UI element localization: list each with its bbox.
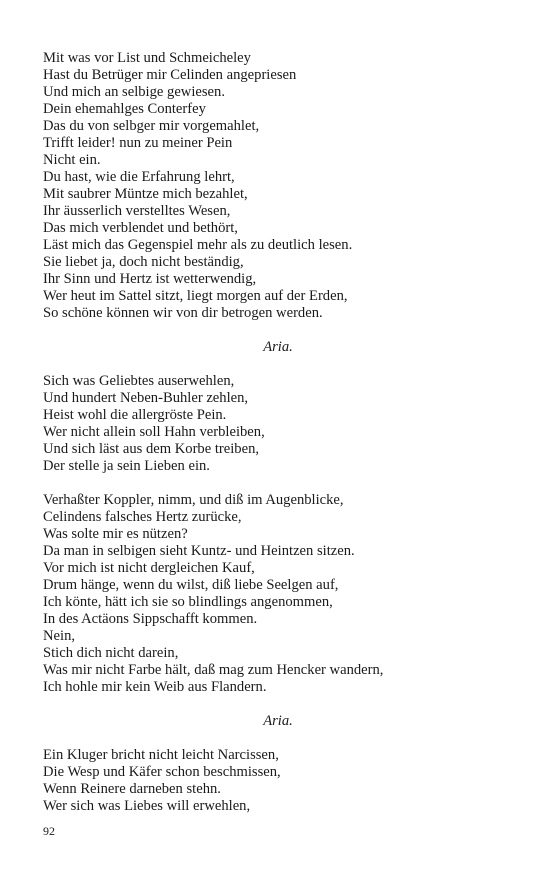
- verse-line: Mit was vor List und Schmeicheley: [43, 50, 251, 66]
- recitative-stanza-1: [43, 50, 513, 322]
- aria-stanza-2: [43, 747, 513, 815]
- verse-line: So schöne können wir von dir betrogen werden.: [43, 305, 323, 321]
- aria-heading-2: Aria.: [263, 713, 293, 729]
- verse-line: Da man in selbigen sieht Kuntz- und Heintzen sitzen.: [43, 543, 355, 559]
- verse-line: In des Actäons Sippschafft kommen.: [43, 611, 258, 627]
- verse-line: Wer sich was Liebes will erwehlen,: [43, 798, 251, 814]
- verse-line: Drum hänge, wenn du wilst, diß liebe Seelgen auf,: [43, 577, 339, 593]
- verse-line: Und mich an selbige gewiesen.: [43, 84, 225, 100]
- verse-line: Ich hohle mir kein Weib aus Flandern.: [43, 679, 267, 695]
- verse-line: Das mich verblendet und bethört,: [43, 220, 238, 236]
- verse-line: Und sich läst aus dem Korbe treiben,: [43, 441, 260, 457]
- stanza-gap: [43, 475, 513, 492]
- verse-line: Sich was Geliebtes auserwehlen,: [43, 373, 235, 389]
- verse-line: Ich könte, hätt ich sie so blindlings angenommen,: [43, 594, 333, 610]
- verse-line: Ihr Sinn und Hertz ist wetterwendig,: [43, 271, 257, 287]
- page-body: [43, 50, 513, 815]
- verse-line: Und hundert Neben-Buhler zehlen,: [43, 390, 249, 406]
- verse-line: Was solte mir es nützen?: [43, 526, 188, 542]
- verse-line: Der stelle ja sein Lieben ein.: [43, 458, 210, 474]
- verse-line: Vor mich ist nicht dergleichen Kauf,: [43, 560, 255, 576]
- page-number: 92: [43, 824, 55, 838]
- verse-line: Verhaßter Koppler, nimm, und diß im Augenblicke,: [43, 492, 344, 508]
- verse-line: Hast du Betrüger mir Celinden angepriesen: [43, 67, 297, 83]
- stanza-gap: [43, 322, 513, 339]
- verse-line: Du hast, wie die Erfahrung lehrt,: [43, 169, 235, 185]
- verse-line: Das du von selbger mir vorgemahlet,: [43, 118, 260, 134]
- verse-line: Sie liebet ja, doch nicht beständig,: [43, 254, 244, 270]
- verse-line: Stich dich nicht darein,: [43, 645, 179, 661]
- verse-line: Ein Kluger bricht nicht leicht Narcissen,: [43, 747, 279, 763]
- aria-heading-1: Aria.: [263, 339, 293, 355]
- verse-line: Heist wohl die allergröste Pein.: [43, 407, 227, 423]
- verse-line: Nein,: [43, 628, 76, 644]
- verse-line: Dein ehemahlges Conterfey: [43, 101, 206, 117]
- verse-line: Trifft leider! nun zu meiner Pein: [43, 135, 233, 151]
- verse-line: Wer nicht allein soll Hahn verbleiben,: [43, 424, 265, 440]
- stanza-gap: [43, 696, 513, 713]
- verse-line: Was mir nicht Farbe hält, daß mag zum Hencker wandern,: [43, 662, 384, 678]
- verse-line: Wenn Reinere darneben stehn.: [43, 781, 221, 797]
- verse-line: Ihr äusserlich verstelltes Wesen,: [43, 203, 231, 219]
- verse-line: Wer heut im Sattel sitzt, liegt morgen auf der Erden,: [43, 288, 348, 304]
- verse-line: Celindens falsches Hertz zurücke,: [43, 509, 242, 525]
- verse-line: Nicht ein.: [43, 152, 101, 168]
- verse-line: Läst mich das Gegenspiel mehr als zu deutlich lesen.: [43, 237, 353, 253]
- aria-stanza-1: [43, 373, 513, 475]
- stanza-gap: [43, 356, 513, 373]
- verse-line: Die Wesp und Käfer schon beschmissen,: [43, 764, 281, 780]
- stanza-gap: [43, 730, 513, 747]
- verse-line: Mit saubrer Müntze mich bezahlet,: [43, 186, 248, 202]
- recitative-stanza-2: [43, 492, 513, 696]
